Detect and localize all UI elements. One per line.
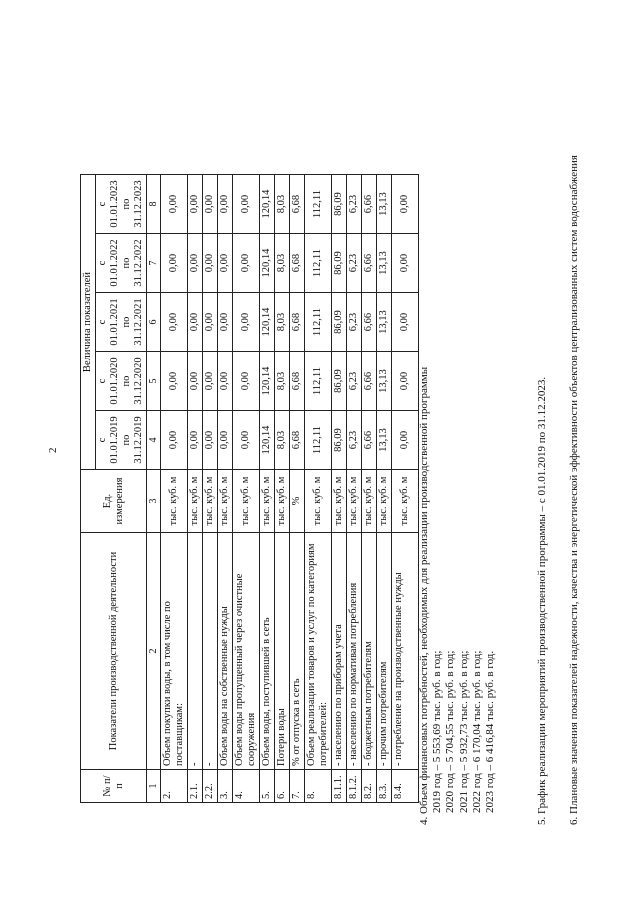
table-row <box>332 175 347 803</box>
row-value: 0,00 <box>161 352 188 411</box>
header-unit: Ед. измерения <box>81 470 147 533</box>
header-period: с 01.01.2019 по 31.12.2019 <box>96 411 147 470</box>
row-unit: тыс. куб. м <box>233 470 260 533</box>
row-indicator-name: Объем воды на собственные нужды <box>218 533 233 770</box>
row-value: 0,00 <box>161 411 188 470</box>
column-number: 8 <box>147 175 161 234</box>
row-value: 0,00 <box>203 175 218 234</box>
table-row <box>233 175 260 803</box>
row-unit: тыс. куб. м <box>260 470 275 533</box>
row-value: 0,00 <box>188 234 203 293</box>
row-unit: тыс. куб. м <box>161 470 188 533</box>
row-unit: тыс. куб. м <box>275 470 290 533</box>
row-unit: тыс. куб. м <box>188 470 203 533</box>
row-number: 8.4. <box>392 770 419 803</box>
row-number: 5. <box>260 770 275 803</box>
row-value: 86,09 <box>332 234 347 293</box>
row-indicator-name: % от отпуска в сеть <box>290 533 305 770</box>
row-unit: тыс. куб. м <box>347 470 362 533</box>
row-value: 0,00 <box>188 411 203 470</box>
row-value: 0,00 <box>218 352 233 411</box>
section-4-line: 2022 год – 6 170,04 тыс. руб. в год; <box>470 650 483 813</box>
column-number: 4 <box>147 411 161 470</box>
row-number: 2. <box>161 770 188 803</box>
row-value: 120,14 <box>260 293 275 352</box>
column-number: 6 <box>147 293 161 352</box>
section-4-line: 2020 год – 5 704,55 тыс. руб. в год; <box>444 650 457 813</box>
row-value: 6,23 <box>347 411 362 470</box>
row-value: 0,00 <box>392 234 419 293</box>
row-value: 86,09 <box>332 175 347 234</box>
row-value: 6,23 <box>347 234 362 293</box>
row-value: 0,00 <box>161 175 188 234</box>
row-number: 4. <box>233 770 260 803</box>
row-value: 6,66 <box>362 175 377 234</box>
row-value: 0,00 <box>203 352 218 411</box>
row-value: 0,00 <box>188 175 203 234</box>
section-6-planned-values: 6. Плановые значения показателей надежности, качества и энергетической эффективности объектов централизованных систем водоснабжения <box>568 155 580 825</box>
column-number: 2 <box>147 533 161 770</box>
table-row <box>392 175 419 803</box>
row-value: 8,03 <box>275 411 290 470</box>
row-unit: % <box>290 470 305 533</box>
row-value: 120,14 <box>260 352 275 411</box>
row-number: 2.2. <box>203 770 218 803</box>
header-period: с 01.01.2022 по 31.12.2022 <box>96 234 147 293</box>
row-value: 0,00 <box>218 293 233 352</box>
row-value: 0,00 <box>233 175 260 234</box>
row-indicator-name: - населению по приборам учета <box>332 533 347 770</box>
row-value: 120,14 <box>260 175 275 234</box>
row-number: 8.2. <box>362 770 377 803</box>
table-body <box>161 175 419 803</box>
row-unit: тыс. куб. м <box>332 470 347 533</box>
table-row <box>188 175 203 803</box>
row-value: 0,00 <box>218 175 233 234</box>
table-row <box>260 175 275 803</box>
row-value: 6,66 <box>362 411 377 470</box>
row-value: 0,00 <box>218 234 233 293</box>
row-indicator-name: Объем покупки воды, в том числе по поставщикам: <box>161 533 188 770</box>
row-value: 0,00 <box>218 411 233 470</box>
row-indicator-name: Объем воды, поступившей в сеть <box>260 533 275 770</box>
table-row <box>203 175 218 803</box>
row-number: 6. <box>275 770 290 803</box>
row-value: 6,23 <box>347 293 362 352</box>
row-value: 0,00 <box>203 234 218 293</box>
row-value: 6,68 <box>290 411 305 470</box>
row-number: 3. <box>218 770 233 803</box>
row-value: 13,13 <box>377 411 392 470</box>
row-unit: тыс. куб. м <box>218 470 233 533</box>
row-value: 86,09 <box>332 411 347 470</box>
row-value: 6,23 <box>347 175 362 234</box>
row-number: 8.3. <box>377 770 392 803</box>
section-5-schedule: 5. График реализации мероприятий производственной программы – с 01.01.2019 по 31.12.2023. <box>536 376 548 825</box>
table-row <box>290 175 305 803</box>
row-value: 0,00 <box>233 352 260 411</box>
row-value: 0,00 <box>203 411 218 470</box>
row-value: 8,03 <box>275 175 290 234</box>
row-unit: тыс. куб. м <box>377 470 392 533</box>
row-value: 0,00 <box>188 293 203 352</box>
row-value: 112,11 <box>305 411 332 470</box>
header-period: с 01.01.2023 по 31.12.2023 <box>96 175 147 234</box>
header-values-group: Величина показателей <box>81 175 96 470</box>
row-indicator-name: - потребление на производственные нужды <box>392 533 419 770</box>
row-value: 0,00 <box>392 293 419 352</box>
table-row <box>305 175 332 803</box>
row-value: 13,13 <box>377 234 392 293</box>
row-indicator-name: Потери воды <box>275 533 290 770</box>
row-value: 8,03 <box>275 234 290 293</box>
section-4-line: 2023 год – 6 416,84 тыс. руб. в год. <box>484 650 497 813</box>
row-indicator-name: Объем реализации товаров и услуг по категориям потребителей: <box>305 533 332 770</box>
section-4-title: 4. Объем финансовых потребностей, необходимых для реализации производственной программы <box>418 366 430 825</box>
row-value: 6,68 <box>290 352 305 411</box>
row-value: 6,66 <box>362 352 377 411</box>
row-value: 0,00 <box>233 411 260 470</box>
row-value: 6,68 <box>290 175 305 234</box>
row-value: 0,00 <box>392 175 419 234</box>
row-unit: тыс. куб. м <box>305 470 332 533</box>
row-number: 7. <box>290 770 305 803</box>
header-period: с 01.01.2020 по 31.12.2020 <box>96 352 147 411</box>
row-unit: тыс. куб. м <box>362 470 377 533</box>
table-row <box>161 175 188 803</box>
row-value: 0,00 <box>161 293 188 352</box>
row-value: 0,00 <box>161 234 188 293</box>
row-indicator-name: Объем воды пропущенный через очистные сооружения <box>233 533 260 770</box>
row-value: 120,14 <box>260 411 275 470</box>
row-value: 6,68 <box>290 293 305 352</box>
row-indicator-name: - бюджетным потребителям <box>362 533 377 770</box>
row-indicator-name: - <box>188 533 203 770</box>
row-indicator-name: - прочим потребителям <box>377 533 392 770</box>
row-unit: тыс. куб. м <box>392 470 419 533</box>
row-indicator-name: - <box>203 533 218 770</box>
row-number: 8.1.1. <box>332 770 347 803</box>
table-row <box>347 175 362 803</box>
row-number: 8.1.2. <box>347 770 362 803</box>
table-row <box>362 175 377 803</box>
row-value: 86,09 <box>332 293 347 352</box>
row-value: 0,00 <box>188 352 203 411</box>
row-value: 0,00 <box>203 293 218 352</box>
column-number: 7 <box>147 234 161 293</box>
row-value: 112,11 <box>305 352 332 411</box>
row-value: 0,00 <box>233 234 260 293</box>
row-value: 112,11 <box>305 293 332 352</box>
section-4-line: 2021 год – 5 932,73 тыс. руб. в год; <box>457 650 470 813</box>
table-row <box>377 175 392 803</box>
header-indicator: Показатели производственной деятельности <box>81 533 147 770</box>
row-value: 13,13 <box>377 293 392 352</box>
row-value: 8,03 <box>275 293 290 352</box>
column-number: 1 <box>147 770 161 803</box>
column-numbers-row <box>147 175 161 803</box>
header-num: № п/п <box>81 770 147 803</box>
column-number: 5 <box>147 352 161 411</box>
column-number: 3 <box>147 470 161 533</box>
row-value: 0,00 <box>392 411 419 470</box>
row-value: 13,13 <box>377 352 392 411</box>
row-value: 8,03 <box>275 352 290 411</box>
row-number: 2.1. <box>188 770 203 803</box>
row-value: 86,09 <box>332 352 347 411</box>
row-indicator-name: - населению по нормативам потребления <box>347 533 362 770</box>
row-value: 112,11 <box>305 234 332 293</box>
row-value: 120,14 <box>260 234 275 293</box>
table-row <box>275 175 290 803</box>
row-number: 8. <box>305 770 332 803</box>
header-period: с 01.01.2021 по 31.12.2021 <box>96 293 147 352</box>
row-value: 13,13 <box>377 175 392 234</box>
row-value: 6,66 <box>362 234 377 293</box>
table-row <box>218 175 233 803</box>
page-number: 2 <box>47 447 59 453</box>
section-4-financial-needs <box>418 65 497 825</box>
row-value: 112,11 <box>305 175 332 234</box>
section-4-line: 2019 год – 5 553,69 тыс. руб. в год; <box>431 650 444 813</box>
row-value: 6,23 <box>347 352 362 411</box>
row-value: 6,66 <box>362 293 377 352</box>
row-unit: тыс. куб. м <box>203 470 218 533</box>
row-value: 0,00 <box>233 293 260 352</box>
row-value: 0,00 <box>392 352 419 411</box>
row-value: 6,68 <box>290 234 305 293</box>
production-indicators-table <box>80 174 419 803</box>
